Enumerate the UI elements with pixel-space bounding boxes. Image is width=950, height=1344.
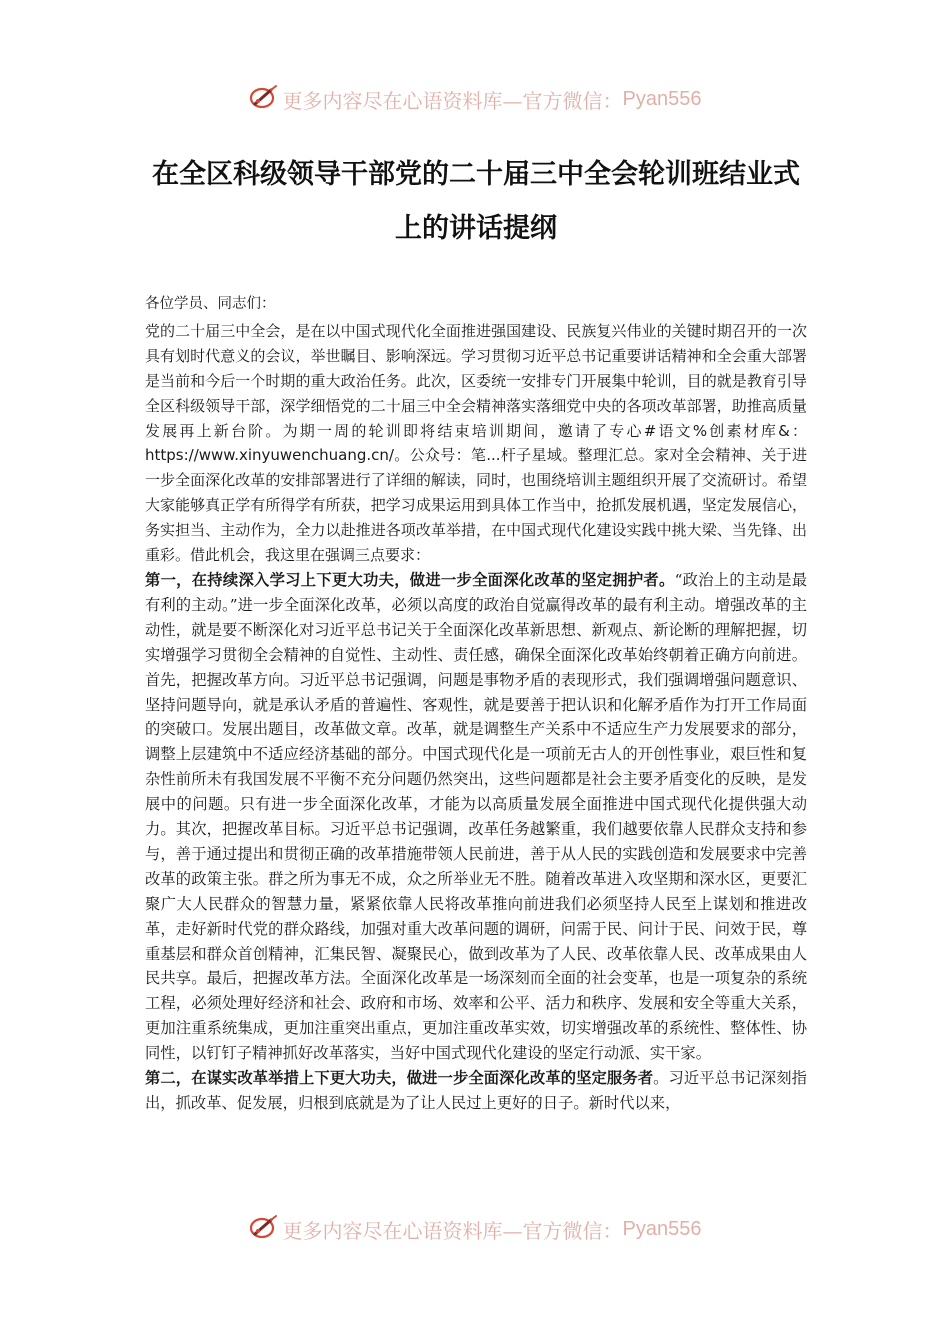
section-1-heading: 第一，在持续深入学习上下更大功夫，做进一步全面深化改革的坚定拥护者。 bbox=[145, 570, 675, 589]
document-title: 在全区科级领导干部党的二十届三中全会轮训班结业式上的讲话提纲 bbox=[152, 159, 800, 244]
banner-text: 更多内容尽在心语资料库—官方微信： bbox=[282, 89, 623, 113]
pen-logo-icon bbox=[249, 1214, 279, 1245]
banner-wechat: Pyan556 bbox=[622, 1218, 702, 1240]
pen-logo-icon bbox=[249, 84, 279, 115]
section-2-body: 。习近平总书记深刻指出，抓改革、促发展，归根到底就是为了让人民过上更好的日子。新时代以来， bbox=[145, 1069, 807, 1112]
greeting: 各位学员、同志们： bbox=[145, 296, 276, 312]
intro-paragraph: 党的二十届三中全会，是在以中国式现代化全面推进强国建设、民族复兴伟业的关键时期召开的一次具有划时代意义的会议，举世瞩目、影响深远。学习贯彻习近平总书记重要讲话精神和全会重大部署是当前和今后一个时期的重大政治任务。此次，区委统一安排专门开展集中轮训，目的就是教育引导全区科级领导干部，深学细悟党的二十届三中全会精神落实落细党中央的各项改革部署，助推高质量发展再上新台阶。为期一周的轮训即将结束培训期间，邀请了专心#语文%创素材库&：https://www.xinyuwenchuang.cn/。公众号：笔...杆子星域。整理汇总。家对全会精神、关于进一步全面深化改革的安排部署进行了详细的解读，同时，也围绕培训主题组织开展了交流研讨。希望大家能够真正学有所得学有所获，把学习成果运用到具体工作当中，抢抓发展机遇，坚定发展信心，务实担当、主动作为，全力以赴推进各项改革举措，在中国式现代化建设实践中挑大梁、当先锋、出重彩。借此机会，我这里在强调三点要求： bbox=[145, 321, 807, 565]
section-1-body: “政治上的主动是最有利的主动。”进一步全面深化改革，必须以高度的政治自觉赢得改革的最有利主动。增强改革的主动性，就是要不断深化对习近平总书记关于全面深化改革新思想、新观点、新论断的理解把握，切实增强学习贯彻全会精神的自觉性、主动性、责任感，确保全面深化改革始终朝着正确方向前进。首先，把握改革方向。习近平总书记强调，问题是事物矛盾的表现形式，我们强调增强问题意识、坚持问题导向，就是承认矛盾的普遍性、客观性，就是要善于把认识和化解矛盾作为打开工作局面的突破口。发展出题目，改革做文章。改革，就是调整生产关系中不适应生产力发展要求的部分，调整上层建筑中不适应经济基础的部分。中国式现代化是一项前无古人的开创性事业，艰巨性和复杂性前所未有我国发展不平衡不充分问题仍然突出，这些问题都是社会主要矛盾变化的反映，是发展中的问题。只有进一步全面深化改革，才能为以高质量发展全面推进中国式现代化提供强大动力。其次，把握改革目标。习近平总书记强调，改革任务越繁重，我们越要依靠人民群众支持和参与，善于通过提出和贯彻正确的改革措施带领人民前进，善于从人民的实践创造和发展要求中完善改革的政策主张。群之所为事无不成，众之所举业无不胜。随着改革进入攻坚期和深水区，更要汇聚广大人民群众的智慧力量，紧紧依靠人民将改革推向前进我们必须坚持人民至上谋划和推进改革，走好新时代党的群众路线，加强对重大改革问题的调研，问需于民、问计于民、问效于民，尊重基层和群众首创精神，汇集民智、凝聚民心，做到改革为了人民、改革依靠人民、改革成果由人民共享。最后，把握改革方法。全面深化改革是一场深刻而全面的社会变革，也是一项复杂的系统工程，必须处理好经济和社会、政府和市场、效率和公平、活力和秩序、发展和安全等重大关系，更加注重系统集成，更加注重突出重点，更加注重改革实效，切实增强改革的系统性、整体性、协同性，以钉钉子精神抓好改革落实，当好中国式现代化建设的坚定行动派、实干家。 bbox=[145, 570, 807, 1063]
banner-wechat: Pyan556 bbox=[622, 88, 702, 110]
banner-text: 更多内容尽在心语资料库—官方微信： bbox=[282, 1219, 623, 1243]
section-2 bbox=[145, 1066, 807, 1116]
section-2-heading: 第二，在谋实改革举措上下更大功夫，做进一步全面深化改革的坚定服务者 bbox=[145, 1069, 654, 1088]
top-banner bbox=[0, 84, 950, 115]
bottom-banner bbox=[0, 1214, 950, 1245]
document-body bbox=[145, 292, 807, 1116]
section-1 bbox=[145, 568, 807, 1066]
